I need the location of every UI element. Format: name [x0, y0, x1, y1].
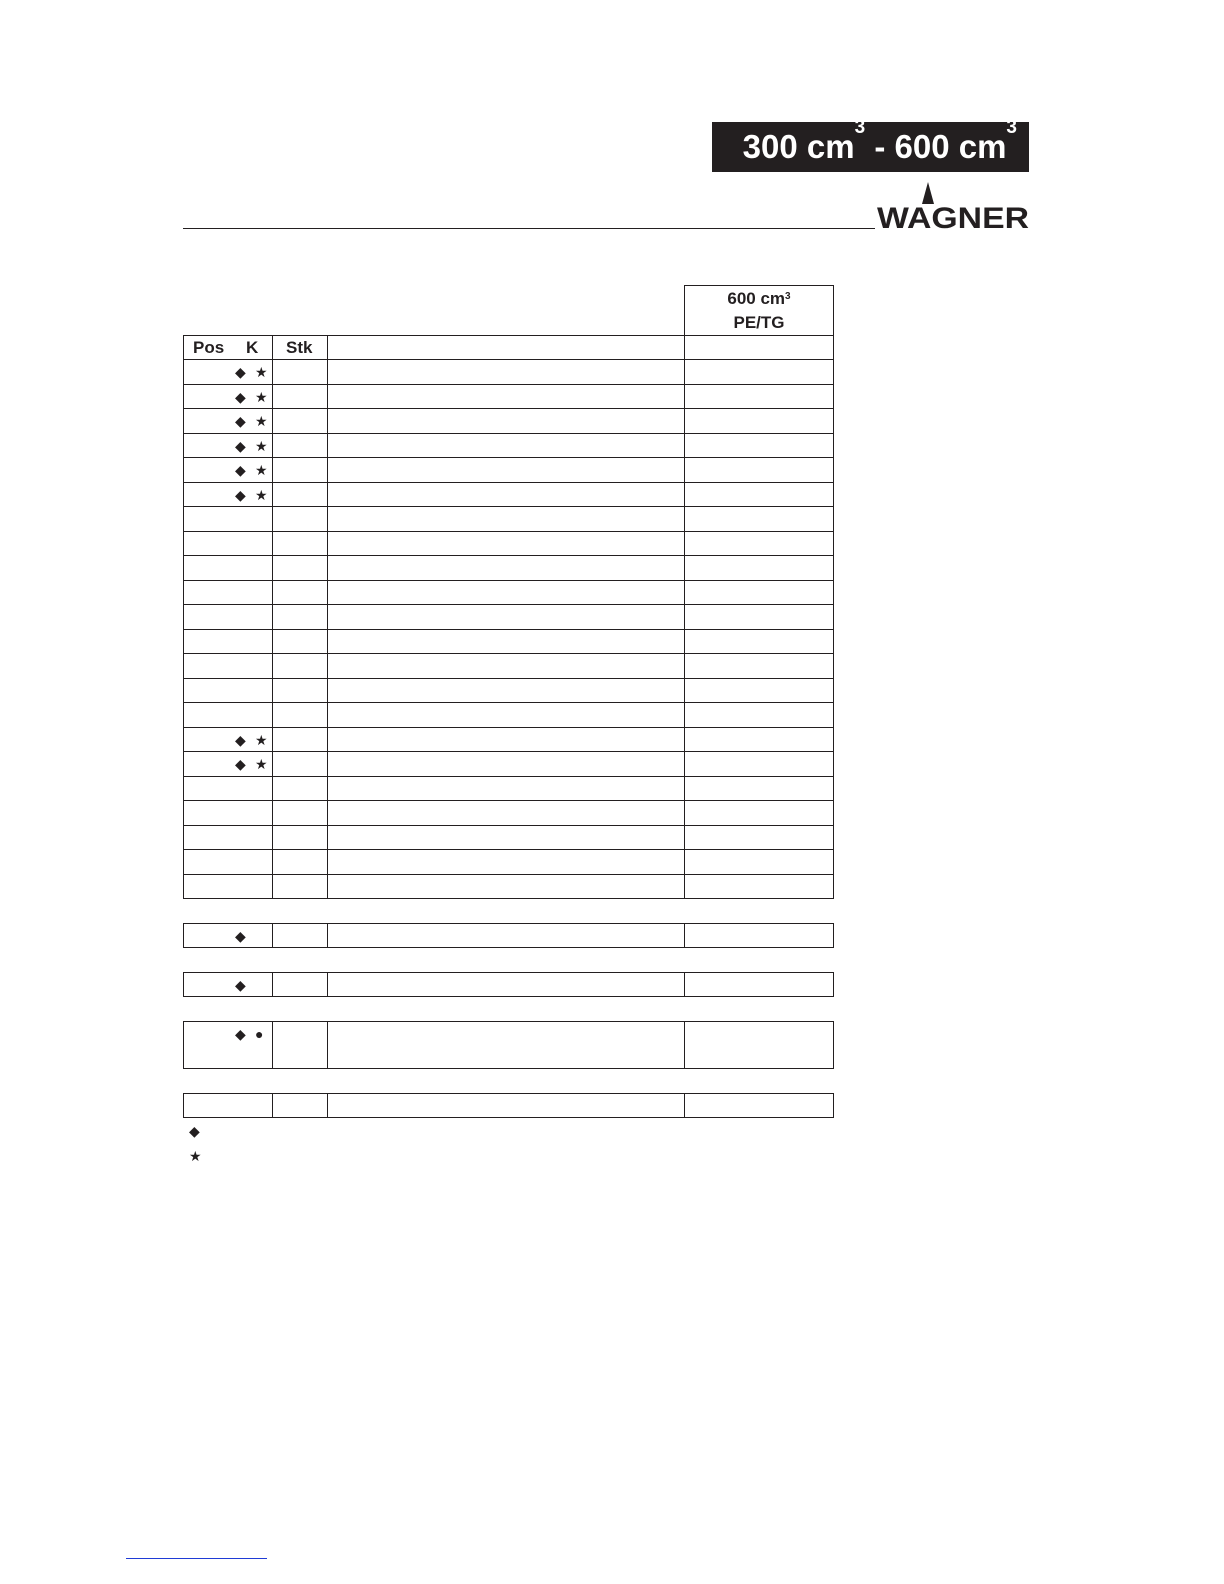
star-icon: ★ — [255, 462, 268, 478]
diamond-icon: ◆ — [235, 977, 246, 993]
table-row-19-col0 — [183, 825, 273, 850]
title-sup-1: 3 — [854, 117, 866, 138]
table-row-0-col2 — [327, 359, 685, 385]
table-row-21-col0 — [183, 874, 273, 899]
table-row-19-col1 — [272, 825, 328, 850]
table-row-14-col3 — [684, 702, 834, 728]
table-row-1-col3 — [684, 384, 834, 409]
table-row-10-col0 — [183, 604, 273, 630]
diamond-icon: ◆ — [235, 928, 246, 944]
table-row-7-col2 — [327, 531, 685, 556]
table-row-9-col1 — [272, 580, 328, 605]
table-row-20-col3 — [684, 849, 834, 875]
diamond-icon: ◆ — [235, 389, 246, 405]
table-row-16-col3 — [684, 751, 834, 777]
diamond-icon: ◆ — [235, 462, 246, 478]
table-row-3-col3 — [684, 433, 834, 458]
header-pos-k-cell — [183, 335, 273, 360]
star-icon: ★ — [255, 487, 268, 503]
star-icon: ★ — [255, 732, 268, 748]
table-row-5-col1 — [272, 482, 328, 507]
star-icon: ★ — [255, 756, 268, 772]
version-header-cell — [684, 285, 834, 336]
table-row-17-col2 — [327, 776, 685, 801]
extra-row-3-col1 — [272, 1093, 328, 1118]
table-row-17-col3 — [684, 776, 834, 801]
table-row-21-col2 — [327, 874, 685, 899]
table-row-4-col3 — [684, 457, 834, 483]
header-stk: Stk — [286, 337, 313, 357]
table-row-14-col0 — [183, 702, 273, 728]
extra-row-0-col3 — [684, 923, 834, 948]
legend-star-icon: ★ — [189, 1148, 202, 1164]
extra-row-3-col3 — [684, 1093, 834, 1118]
table-row-15-col1 — [272, 727, 328, 752]
extra-row-0-col0 — [183, 923, 273, 948]
diamond-icon: ◆ — [235, 756, 246, 772]
title-main: 300 cm — [742, 128, 855, 165]
version-sup: 3 — [785, 291, 791, 302]
footer-link-line — [126, 1558, 267, 1559]
table-row-12-col0 — [183, 653, 273, 679]
table-row-0-col1 — [272, 359, 328, 385]
table-row-18-col0 — [183, 800, 273, 826]
table-row-15-col3 — [684, 727, 834, 752]
table-row-13-col3 — [684, 678, 834, 703]
table-row-9-col3 — [684, 580, 834, 605]
legend-diamond-icon: ◆ — [189, 1123, 200, 1139]
header-k: K — [246, 337, 259, 357]
diamond-icon: ◆ — [235, 732, 246, 748]
table-row-11-col0 — [183, 629, 273, 654]
star-icon: ★ — [255, 389, 268, 405]
table-row-15-col2 — [327, 727, 685, 752]
table-row-14-col2 — [327, 702, 685, 728]
svg-text:WAGNER: WAGNER — [877, 202, 1030, 230]
table-row-11-col3 — [684, 629, 834, 654]
table-row-21-col1 — [272, 874, 328, 899]
table-row-20-col2 — [327, 849, 685, 875]
table-row-5-col3 — [684, 482, 834, 507]
table-row-9-col2 — [327, 580, 685, 605]
extra-row-1-col3 — [684, 972, 834, 997]
table-row-14-col1 — [272, 702, 328, 728]
table-row-13-col0 — [183, 678, 273, 703]
table-row-17-col0 — [183, 776, 273, 801]
extra-row-3-col2 — [327, 1093, 685, 1118]
header-rule — [183, 228, 875, 229]
title-sup-2: 3 — [1006, 117, 1017, 138]
table-row-5-col2 — [327, 482, 685, 507]
table-row-16-col2 — [327, 751, 685, 777]
table-row-10-col3 — [684, 604, 834, 630]
diamond-icon: ◆ — [235, 413, 246, 429]
table-row-13-col1 — [272, 678, 328, 703]
extra-row-2-col2 — [327, 1021, 685, 1069]
extra-row-0-col2 — [327, 923, 685, 948]
table-row-18-col2 — [327, 800, 685, 826]
extra-row-3-col0 — [183, 1093, 273, 1118]
table-row-1-col1 — [272, 384, 328, 409]
table-row-12-col2 — [327, 653, 685, 679]
table-row-6-col3 — [684, 506, 834, 532]
extra-row-1-col2 — [327, 972, 685, 997]
header-order-no-cell — [684, 335, 834, 360]
header-stk-cell — [272, 335, 328, 360]
extra-row-0-col1 — [272, 923, 328, 948]
table-row-8-col2 — [327, 555, 685, 581]
table-row-20-col1 — [272, 849, 328, 875]
wagner-logo-icon — [876, 182, 1030, 230]
table-row-6-col2 — [327, 506, 685, 532]
diamond-icon: ◆ — [235, 364, 246, 380]
diamond-icon: ◆ — [235, 1026, 246, 1042]
table-row-16-col1 — [272, 751, 328, 777]
star-icon: ★ — [255, 438, 268, 454]
table-row-10-col1 — [272, 604, 328, 630]
table-row-12-col3 — [684, 653, 834, 679]
extra-row-1-col1 — [272, 972, 328, 997]
extra-row-1-col0 — [183, 972, 273, 997]
table-row-4-col2 — [327, 457, 685, 483]
star-icon: ★ — [255, 364, 268, 380]
table-row-13-col2 — [327, 678, 685, 703]
table-row-8-col0 — [183, 555, 273, 581]
wagner-logo — [876, 182, 1030, 230]
table-row-11-col2 — [327, 629, 685, 654]
page-title-banner — [712, 117, 1029, 172]
table-row-20-col0 — [183, 849, 273, 875]
table-row-8-col1 — [272, 555, 328, 581]
table-row-21-col3 — [684, 874, 834, 899]
table-row-17-col1 — [272, 776, 328, 801]
table-row-1-col2 — [327, 384, 685, 409]
table-row-11-col1 — [272, 629, 328, 654]
circle-icon: ● — [255, 1026, 264, 1042]
table-row-18-col3 — [684, 800, 834, 826]
table-row-9-col0 — [183, 580, 273, 605]
table-row-3-col2 — [327, 433, 685, 458]
table-row-6-col0 — [183, 506, 273, 532]
table-row-10-col2 — [327, 604, 685, 630]
extra-row-2-col3 — [684, 1021, 834, 1069]
version-material: PE/TG — [733, 313, 785, 332]
table-row-2-col2 — [327, 408, 685, 434]
table-row-19-col2 — [327, 825, 685, 850]
table-row-7-col1 — [272, 531, 328, 556]
table-row-7-col3 — [684, 531, 834, 556]
table-row-19-col3 — [684, 825, 834, 850]
version-label: 600 cm — [727, 289, 786, 308]
table-row-2-col1 — [272, 408, 328, 434]
table-row-3-col1 — [272, 433, 328, 458]
header-pos: Pos — [193, 337, 225, 357]
table-row-18-col1 — [272, 800, 328, 826]
table-row-8-col3 — [684, 555, 834, 581]
table-row-0-col3 — [684, 359, 834, 385]
diamond-icon: ◆ — [235, 487, 246, 503]
table-row-4-col1 — [272, 457, 328, 483]
star-icon: ★ — [255, 413, 268, 429]
table-row-12-col1 — [272, 653, 328, 679]
table-row-2-col3 — [684, 408, 834, 434]
table-row-7-col0 — [183, 531, 273, 556]
diamond-icon: ◆ — [235, 438, 246, 454]
header-description-cell — [327, 335, 685, 360]
title-mid: - 600 cm — [865, 128, 1007, 165]
table-row-6-col1 — [272, 506, 328, 532]
extra-row-2-col1 — [272, 1021, 328, 1069]
